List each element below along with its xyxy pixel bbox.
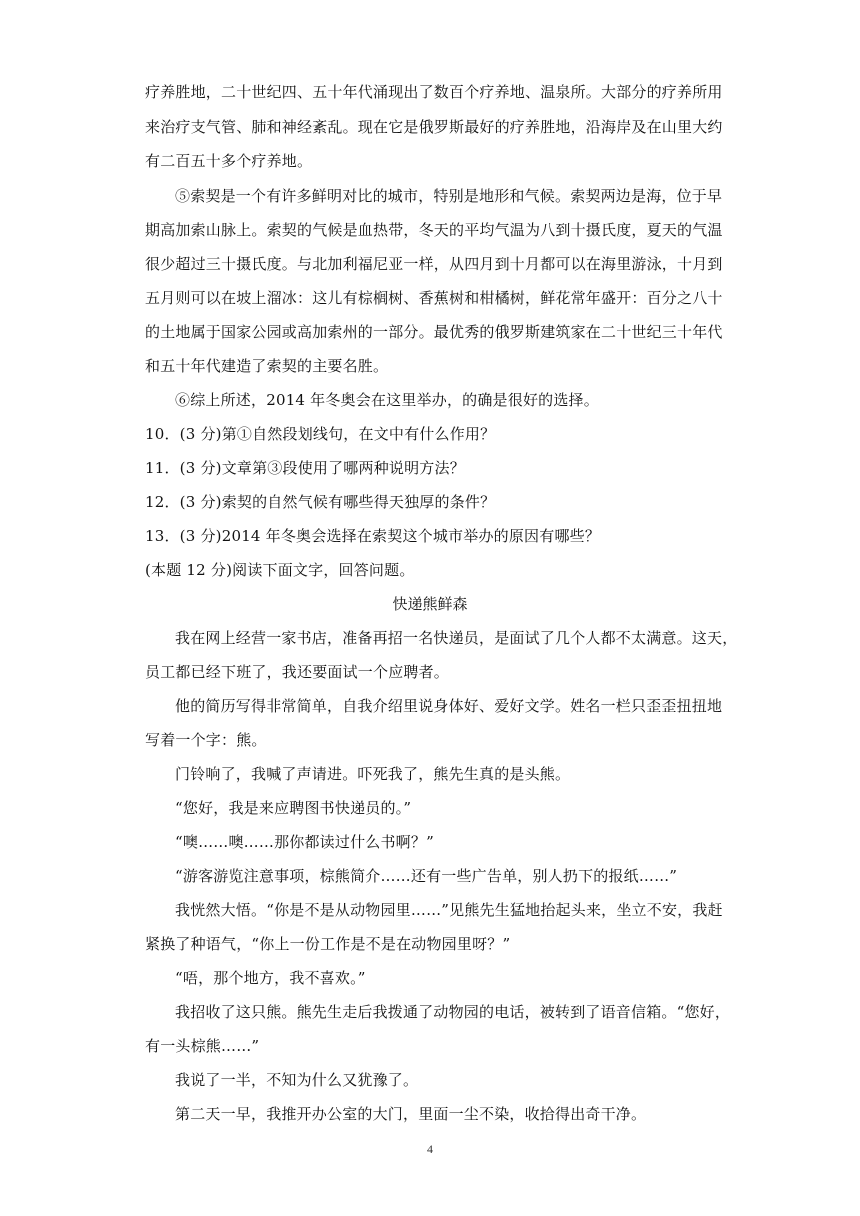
question-13: 13．(3 分)2014 年冬奥会选择在索契这个城市举办的原因有哪些？ [145, 527, 601, 545]
story-paragraph-7-line-2: 紧换了种语气，“你上一份工作是不是在动物园里呀？” [145, 935, 511, 953]
story-title: 快递熊鲜森 [392, 595, 468, 613]
story-paragraph-4: “您好，我是来应聘图书快递员的。” [175, 799, 412, 817]
story-paragraph-5: “噢……噢……那你都读过什么书啊？” [175, 833, 434, 851]
story-paragraph-10: 我说了一半，不知为什么又犹豫了。 [175, 1071, 419, 1089]
reading-instruction: (本题 12 分)阅读下面文字，回答问题。 [145, 561, 415, 579]
story-paragraph-2-line-1: 他的简历写得非常简单，自我介绍里说身体好、爱好文学。姓名一栏只歪歪扭扭地 [175, 697, 723, 715]
paragraph-5-line-3: 很少超过三十摄氏度。与北加利福尼亚一样，从四月到十月都可以在海里游泳，十月到 [145, 255, 723, 273]
paragraph-6: ⑥综上所述，2014 年冬奥会在这里举办，的确是很好的选择。 [175, 391, 599, 409]
question-10: 10．(3 分)第①自然段划线句，在文中有什么作用？ [145, 425, 496, 443]
paragraph-5-line-4: 五月则可以在坡上溜冰：这儿有棕榈树、香蕉树和柑橘树，鲜花常年盛开：百分之八十 [145, 289, 723, 307]
paragraph-5-line-2: 期高加索山脉上。索契的气候是血热带，冬天的平均气温为八到十摄氏度，夏天的气温 [145, 221, 723, 239]
page-number: 4 [427, 1142, 433, 1156]
story-paragraph-6: “游客游览注意事项，棕熊简介……还有一些广告单，别人扔下的报纸……” [175, 867, 678, 885]
question-11: 11．(3 分)文章第③段使用了哪两种说明方法？ [145, 459, 465, 477]
paragraph-4-line-2: 来治疗支气管、肺和神经紊乱。现在它是俄罗斯最好的疗养胜地，沿海岸及在山里大约 [145, 118, 723, 136]
story-paragraph-1-line-1: 我在网上经营一家书店，准备再招一名快递员，是面试了几个人都不太满意。这天， [175, 629, 738, 647]
story-paragraph-8: “唔，那个地方，我不喜欢。” [175, 969, 366, 987]
story-paragraph-9-line-1: 我招收了这只熊。熊先生走后我拨通了动物园的电话，被转到了语音信箱。“您好， [175, 1003, 731, 1021]
story-paragraph-1-line-2: 员工都已经下班了，我还要面试一个应聘者。 [145, 663, 450, 681]
paragraph-5-line-6: 和五十年代建造了索契的主要名胜。 [145, 357, 389, 375]
story-paragraph-3: 门铃响了，我喊了声请进。吓死我了，熊先生真的是头熊。 [175, 765, 571, 783]
paragraph-5-line-5: 的土地属于国家公园或高加索州的一部分。最优秀的俄罗斯建筑家在二十世纪三十年代 [145, 323, 723, 341]
paragraph-5-line-1: ⑤索契是一个有许多鲜明对比的城市，特别是地形和气候。索契两边是海，位于早 [175, 187, 723, 205]
paragraph-4-line-1: 疗养胜地，二十世纪四、五十年代涌现出了数百个疗养地、温泉所。大部分的疗养所用 [145, 83, 723, 101]
story-paragraph-9-line-2: 有一头棕熊……” [145, 1037, 260, 1055]
story-paragraph-11: 第二天一早，我推开办公室的大门，里面一尘不染，收拾得出奇干净。 [175, 1105, 647, 1123]
question-12: 12．(3 分)索契的自然气候有哪些得天独厚的条件？ [145, 493, 496, 511]
story-paragraph-2-line-2: 写着一个字：熊。 [145, 731, 267, 749]
story-paragraph-7-line-1: 我恍然大悟。“你是不是从动物园里……”见熊先生猛地抬起头来，坐立不安，我赶 [175, 901, 723, 919]
paragraph-4-line-3: 有二百五十多个疗养地。 [145, 152, 313, 170]
